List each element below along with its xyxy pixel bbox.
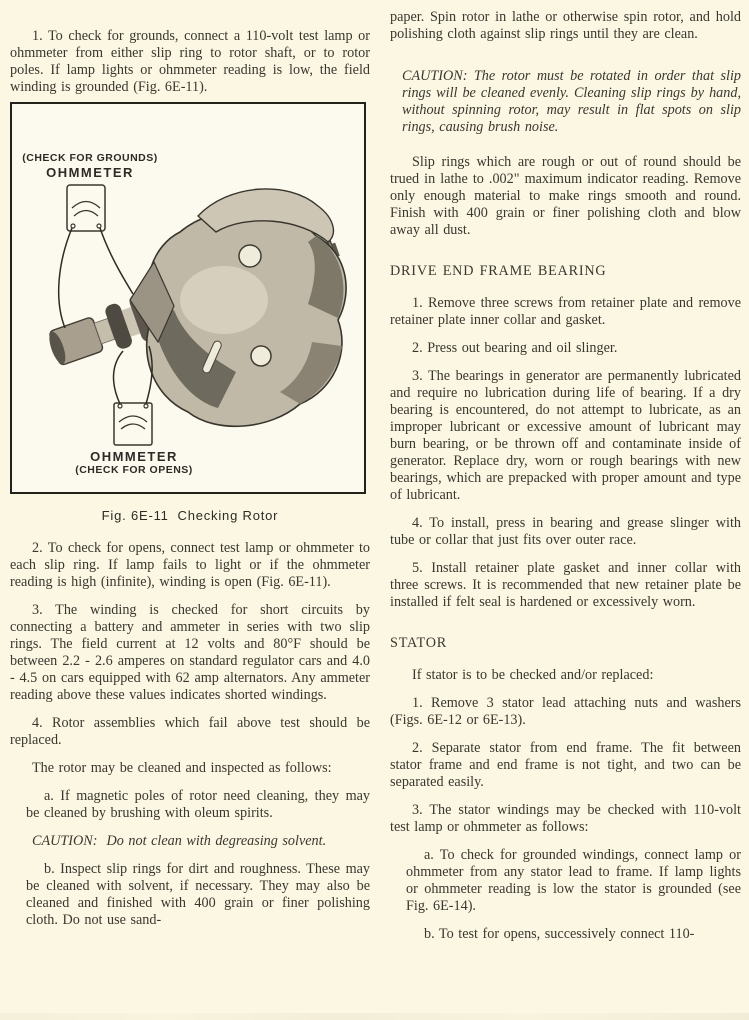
paragraph-bearing-step1: 1. Remove three screws from retainer plate and remove retainer plate inner collar and gasket.	[390, 295, 741, 328]
left-column	[10, 0, 370, 929]
label-check-for-grounds	[20, 152, 160, 180]
paragraph-clean-poles: a. If magnetic poles of rotor need cleaning, they may be cleaned by brushing with oleum spirits.	[26, 788, 370, 821]
label-check-for-opens	[64, 448, 204, 476]
paragraph-stator-step2: 2. Separate stator from end frame. The fit between stator frame and end frame is not tight, and two can be separated easily.	[390, 740, 741, 790]
paragraph-cleaning-intro: The rotor may be cleaned and inspected as follows:	[32, 760, 332, 776]
paragraph-stator-step1: 1. Remove 3 stator lead attaching nuts and washers (Figs. 6E-12 or 6E-13).	[390, 695, 741, 728]
paragraph-polish-continued: paper. Spin rotor in lathe or otherwise spin rotor, and hold polishing cloth against slip rings until they are clean.	[390, 9, 741, 42]
paragraph-short-circuit-check: 3. The winding is checked for short circuits by connecting a battery and ammeter in series with two slip rings. The field current at 12 volts and 80°F should be between 2.2 - 2.6 amperes on standard regulator cars and 4.0 - 4.5 on cars equipped with 62 amp alternators. Any ammeter reading above these values indicates shorted windings.	[10, 602, 370, 703]
figure-caption: Fig. 6E-11 Checking Rotor	[101, 508, 279, 523]
caution-degreasing: CAUTION: Do not clean with degreasing solvent.	[32, 833, 327, 849]
caution-rotate-rotor: CAUTION: The rotor must be rotated in order that slip rings will be cleaned evenly. Cleaning slip rings by hand, without spinning rotor, may result in flat spots on slip rings, causing brush noise.	[402, 68, 741, 135]
paragraph-stator-step3: 3. The stator windings may be checked with 110-volt test lamp or ohmmeter as follows:	[390, 802, 741, 835]
label-opens-ohmmeter: OHMMETER	[90, 449, 178, 464]
figure-box	[10, 102, 366, 494]
paragraph-stator-opens-check: b. To test for opens, successively connect 110-	[424, 926, 695, 942]
right-column	[390, 0, 741, 943]
heading-drive-end-frame-bearing: DRIVE END FRAME BEARING	[390, 263, 607, 279]
label-grounds-ohmmeter: OHMMETER	[46, 165, 134, 180]
paragraph-bearing-step2: 2. Press out bearing and oil slinger.	[412, 340, 618, 356]
ohmmeter-opens-symbol	[114, 346, 153, 445]
paragraph-bearing-step3: 3. The bearings in generator are permanently lubricated and require no lubrication during life of bearing. If a dry bearing is encountered, do not attempt to lubricate, as an improper lubricant or excessive amount of lubricant may burn bearing, or be thrown off and contaminate inside of generator. Replace dry, worn or rough bearings with new bearings, which are prepacked with proper amount and type of lubricant.	[390, 368, 741, 503]
paragraph-true-slip-rings: Slip rings which are rough or out of round should be trued in lathe to .002" maximum indicator reading. Remove only enough material to make rings smooth and round. Finish with 400 grain or finer polishing cloth and blow away all dust.	[390, 154, 741, 238]
figure-6e11	[10, 102, 370, 523]
paragraph-replace-rotor: 4. Rotor assemblies which fail above test should be replaced.	[10, 715, 370, 748]
paragraph-bearing-step4: 4. To install, press in bearing and grease slinger with tube or collar that just fits over outer race.	[390, 515, 741, 548]
label-opens-note: (CHECK FOR OPENS)	[75, 464, 193, 476]
ohmmeter-grounds-symbol	[59, 185, 133, 328]
heading-stator: STATOR	[390, 635, 448, 651]
paragraph-stator-grounded-check: a. To check for grounded windings, connect lamp or ohmmeter from any stator lead to frame. If lamp lights or ohmmeter reading is low the stator is grounded (see Fig. 6E-14).	[406, 847, 741, 914]
paragraph-bearing-step5: 5. Install retainer plate gasket and inner collar with three screws. It is recommended that new retainer plate be installed if felt seal is hardened or excessively worn.	[390, 560, 741, 610]
label-grounds-note: (CHECK FOR GROUNDS)	[22, 152, 158, 164]
paragraph-check-grounds: 1. To check for grounds, connect a 110-volt test lamp or ohmmeter from either slip ring to rotor shaft, or to rotor poles. If lamp lights or ohmmeter reading is low, the field winding is grounded (Fig. 6E-11).	[10, 28, 370, 95]
paragraph-check-opens: 2. To check for opens, connect test lamp or ohmmeter to each slip ring. If lamp fails to light or if the ohmmeter reading is high (infinite), winding is open (Fig. 6E-11).	[10, 540, 370, 590]
paragraph-stator-intro: If stator is to be checked and/or replaced:	[412, 667, 654, 683]
paragraph-inspect-slip-rings: b. Inspect slip rings for dirt and roughness. These may be cleaned with solvent, if necessary. They may also be cleaned and finished with 400 grain or finer polishing cloth. Do not use sand-	[26, 861, 370, 928]
